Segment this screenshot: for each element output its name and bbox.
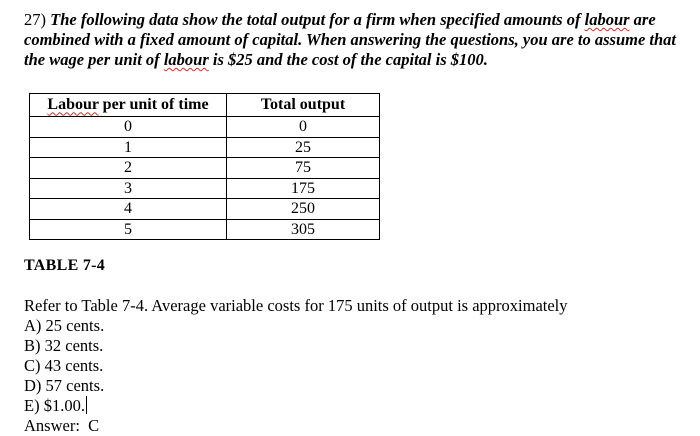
table-row <box>30 158 380 179</box>
option-a: A) 25 cents. <box>24 316 105 335</box>
option-e-text: E) $1.00. <box>24 396 85 415</box>
data-table <box>29 93 380 240</box>
spellcheck-word-labour-1[interactable]: labour <box>584 10 630 29</box>
table-row <box>30 219 380 240</box>
question-text-part1: The following data show the total output for a firm when specified amounts of <box>50 10 581 29</box>
table-row <box>30 137 380 158</box>
option-c: C) 43 cents. <box>24 356 104 375</box>
spellcheck-word-labour-header[interactable]: Labour <box>47 96 99 114</box>
cell-output: 75 <box>227 158 380 179</box>
cell-labour: 0 <box>30 117 227 138</box>
text-cursor <box>86 396 87 414</box>
cell-output: 250 <box>227 199 380 220</box>
question-text-part2: are combined with a fixed amount of capital. When answering the questions, you are to assume that the wage per unit of <box>24 10 676 69</box>
cell-labour: 4 <box>30 199 227 220</box>
cell-output: 305 <box>227 219 380 240</box>
option-b: B) 32 cents. <box>24 336 104 355</box>
header-labour-rest: per unit of time <box>98 96 209 114</box>
question-prompt: Refer to Table 7-4. Average variable costs for 175 units of output is approximately <box>24 296 568 315</box>
answer-line: Answer: C <box>24 416 100 435</box>
question-number: 27) <box>24 10 46 29</box>
cell-output: 175 <box>227 178 380 199</box>
option-e[interactable] <box>24 396 87 416</box>
table-row <box>30 178 380 199</box>
cell-labour: 1 <box>30 137 227 158</box>
option-d: D) 57 cents. <box>24 376 105 395</box>
header-labour <box>30 94 227 117</box>
cell-output: 25 <box>227 137 380 158</box>
table-title: TABLE 7-4 <box>24 257 106 274</box>
cell-labour: 3 <box>30 178 227 199</box>
question-text-part3: is $25 and the cost of the capital is $100. <box>212 50 488 69</box>
cell-labour: 5 <box>30 219 227 240</box>
cell-output: 0 <box>227 117 380 138</box>
question-text <box>24 10 684 70</box>
spellcheck-word-labour-2[interactable]: labour <box>163 50 209 69</box>
table-row <box>30 117 380 138</box>
header-total-output: Total output <box>227 94 380 117</box>
table-row <box>30 199 380 220</box>
cell-labour: 2 <box>30 158 227 179</box>
table-header-row <box>30 94 380 117</box>
